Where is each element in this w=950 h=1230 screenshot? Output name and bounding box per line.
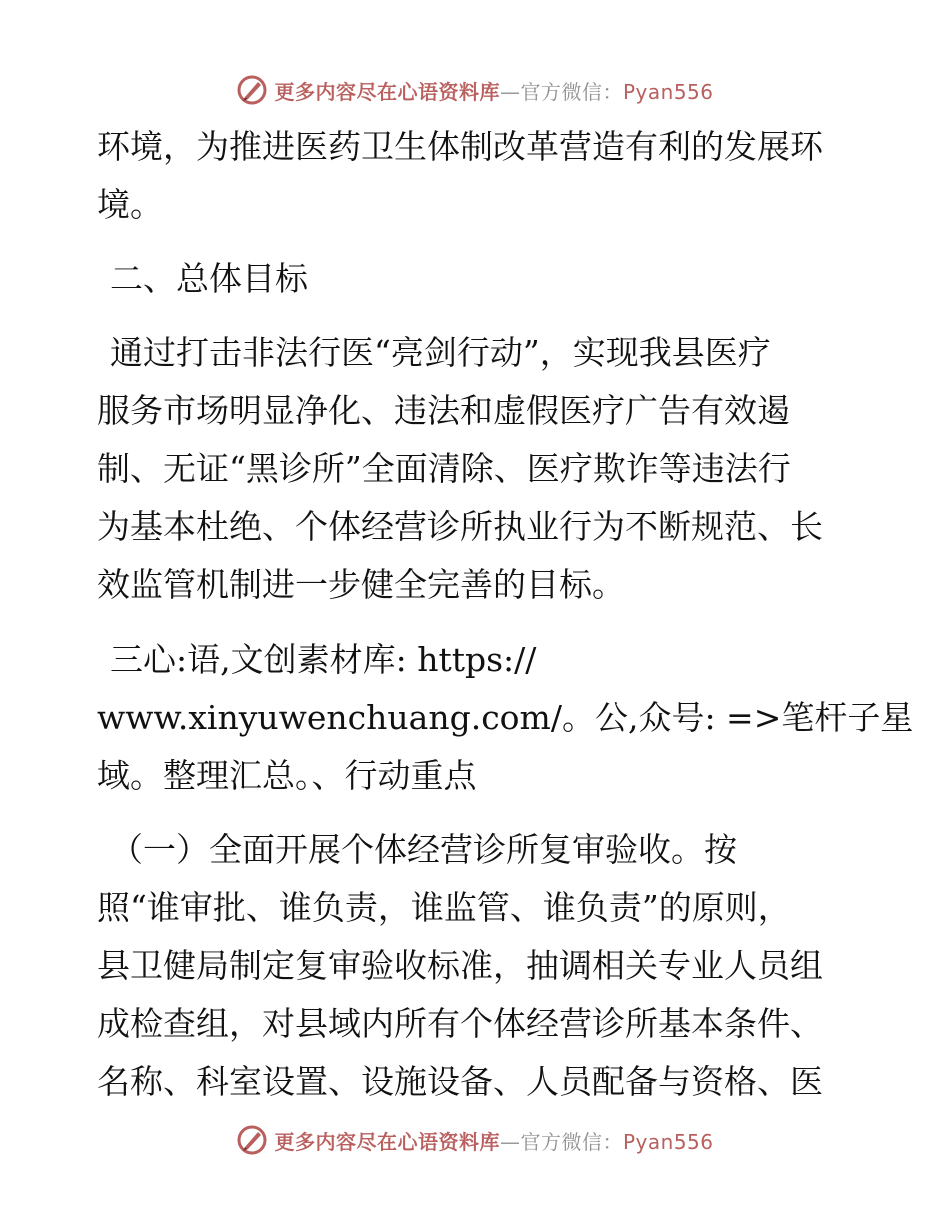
- body-line: 效监管机制进一步健全完善的目标。: [97, 565, 625, 604]
- footer-wechat-id: Pyan556: [622, 1129, 714, 1154]
- body-line: 成检查组，对县域内所有个体经营诊所基本条件、: [97, 1004, 823, 1043]
- quill-logo-icon: [236, 74, 268, 106]
- subsection-heading: （一）全面开展个体经营诊所复审验收。按: [110, 830, 737, 869]
- body-line: 照“谁审批、谁负责，谁监管、谁负责”的原则，: [97, 888, 791, 927]
- body-line: 境。: [97, 185, 163, 224]
- footer-brand: 更多内容尽在心语资料库: [274, 1129, 500, 1154]
- body-line: www.xinyuwenchuang.com/。公,众号: =>笔杆子星: [97, 698, 914, 737]
- header-banner-text: [274, 76, 713, 105]
- footer-separator: —: [499, 1129, 521, 1154]
- body-line: 为基本杜绝、个体经营诊所执业行为不断规范、长: [97, 507, 823, 546]
- body-line: 名称、科室设置、设施设备、人员配备与资格、医: [97, 1062, 823, 1101]
- body-line: 域。整理汇总。、行动重点: [97, 756, 477, 795]
- quill-logo-icon: [236, 1124, 268, 1156]
- header-brand: 更多内容尽在心语资料库: [274, 79, 500, 104]
- footer-banner-text: [274, 1126, 713, 1155]
- header-banner: [0, 70, 950, 110]
- header-wechat-id: Pyan556: [622, 79, 714, 104]
- body-line: 三心:语,文创素材库: https://: [110, 640, 537, 679]
- body-line: 制、无证“黑诊所”全面清除、医疗欺诈等违法行: [97, 449, 791, 488]
- body-line: 服务市场明显净化、违法和虚假医疗广告有效遏: [97, 391, 790, 430]
- footer-banner: [0, 1120, 950, 1160]
- body-line: 环境，为推进医药卫生体制改革营造有利的发展环: [97, 127, 823, 166]
- section-heading: 二、总体目标: [110, 259, 308, 298]
- body-line: 县卫健局制定复审验收标准，抽调相关专业人员组: [97, 946, 823, 985]
- header-separator: —: [499, 79, 521, 104]
- footer-official-label: 官方微信：: [520, 1129, 623, 1154]
- header-official-label: 官方微信：: [520, 79, 623, 104]
- body-line: 通过打击非法行医“亮剑行动”，实现我县医疗: [110, 333, 771, 372]
